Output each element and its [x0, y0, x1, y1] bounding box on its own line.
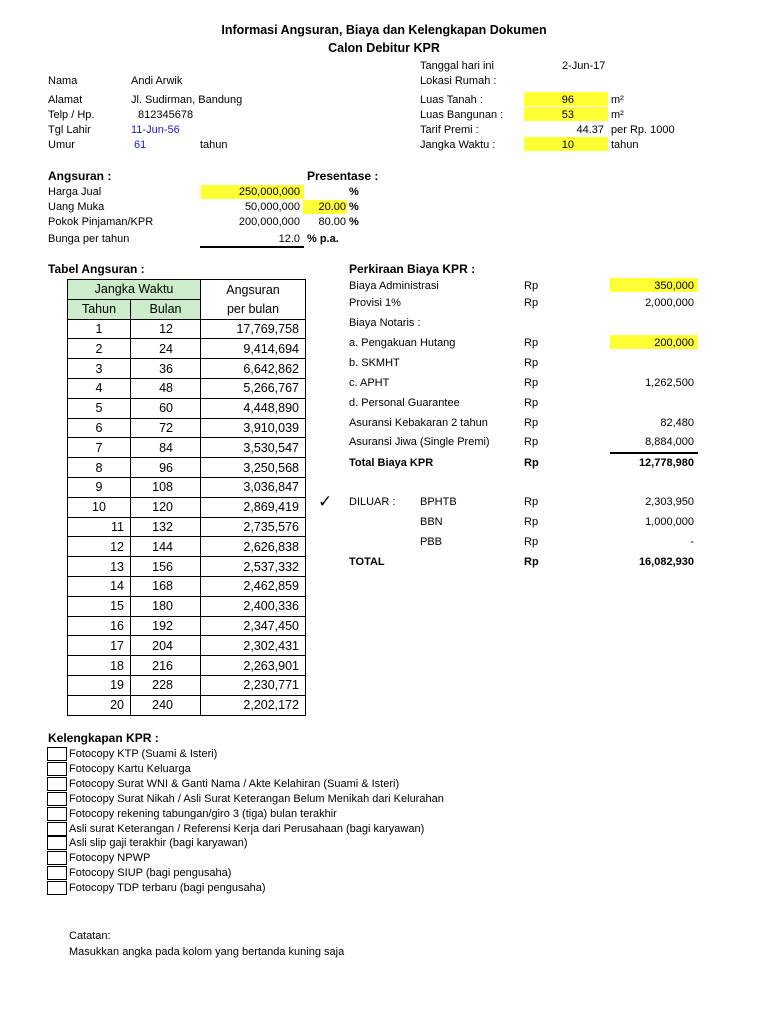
- tanggal-value: 2-Jun-17: [562, 60, 606, 72]
- table-row: [68, 477, 306, 497]
- uang-muka-pct-sign: %: [349, 201, 359, 213]
- table-row: [68, 438, 306, 458]
- checklist-checkbox[interactable]: [47, 836, 67, 850]
- biaya-item-value[interactable]: 200,000: [654, 337, 694, 349]
- cell-bulan: 168: [131, 576, 201, 596]
- cell-tahun: 6: [68, 418, 131, 438]
- bphtb-label: BPHTB: [420, 496, 457, 508]
- cell-bulan: 84: [131, 438, 201, 458]
- total-biaya-rp: Rp: [524, 457, 539, 469]
- catatan-label: Catatan:: [69, 930, 111, 942]
- luas-tanah-value[interactable]: 96: [561, 94, 574, 106]
- checklist-checkbox[interactable]: [47, 881, 67, 895]
- bphtb-rp: Rp: [524, 496, 539, 508]
- cell-angsuran: 2,462,859: [201, 576, 306, 596]
- cell-tahun: 15: [68, 596, 131, 616]
- diluar-label: DILUAR :: [349, 496, 396, 508]
- cell-bulan: 60: [131, 398, 201, 418]
- pbb-rp: Rp: [524, 536, 539, 548]
- col-bulan-header: Bulan: [131, 299, 201, 319]
- uang-muka-value: 50,000,000: [244, 201, 300, 213]
- cell-bulan: 12: [131, 319, 201, 339]
- checklist-item-label: Fotocopy Surat Nikah / Asli Surat Keterangan Belum Menikah dari Kelurahan: [69, 792, 444, 805]
- cell-angsuran: 2,347,450: [201, 616, 306, 636]
- tgl-lahir-label: Tgl Lahir: [48, 124, 91, 136]
- luas-bangunan-unit: m²: [611, 109, 624, 121]
- cell-tahun: 11: [68, 517, 131, 537]
- biaya-item-label: c. APHT: [349, 377, 390, 389]
- umur-label: Umur: [48, 139, 75, 151]
- cell-angsuran: 2,302,431: [201, 636, 306, 656]
- cell-angsuran: 9,414,694: [201, 339, 306, 359]
- cell-angsuran: 3,036,847: [201, 477, 306, 497]
- kelengkapan-header: Kelengkapan KPR :: [48, 731, 159, 745]
- total-value: 16,082,930: [638, 556, 694, 568]
- jangka-label: Jangka Waktu :: [420, 139, 496, 151]
- presentase-header: Presentase :: [307, 169, 379, 183]
- checklist-item-label: Fotocopy TDP terbaru (bagi pengusaha): [69, 882, 266, 895]
- cell-tahun: 4: [68, 378, 131, 398]
- cell-bulan: 132: [131, 517, 201, 537]
- cell-bulan: 144: [131, 537, 201, 557]
- biaya-item-rp: Rp: [524, 377, 539, 389]
- bunga-value[interactable]: 12.0: [278, 233, 300, 245]
- biaya-item-label: Asuransi Jiwa (Single Premi): [349, 436, 490, 448]
- biaya-header: Perkiraan Biaya KPR :: [349, 262, 476, 276]
- bunga-unit: % p.a.: [307, 233, 339, 245]
- jangka-unit: tahun: [611, 139, 639, 151]
- pokok-value: 200,000,000: [238, 216, 300, 228]
- bunga-label: Bunga per tahun: [48, 233, 130, 245]
- umur-value: 61: [134, 139, 147, 151]
- tarif-value: 44.37: [576, 124, 604, 136]
- tanggal-label: Tanggal hari ini: [420, 60, 494, 72]
- luas-bangunan-label: Luas Bangunan :: [420, 109, 504, 121]
- biaya-item-label: a. Pengakuan Hutang: [349, 337, 456, 349]
- cell-angsuran: 6,642,862: [201, 359, 306, 379]
- checklist-checkbox[interactable]: [47, 792, 67, 806]
- catatan-text: Masukkan angka pada kolom yang bertanda kuning saja: [69, 946, 345, 958]
- table-row: [68, 596, 306, 616]
- pokok-pct-sign: %: [349, 216, 359, 228]
- biaya-item-label: Biaya Notaris :: [349, 317, 421, 329]
- table-row: [68, 458, 306, 478]
- bphtb-value: 2,303,950: [645, 496, 694, 508]
- checklist-checkbox[interactable]: [47, 747, 67, 761]
- table-row: [68, 576, 306, 596]
- cell-angsuran: 2,735,576: [201, 517, 306, 537]
- checklist-item-label: Asli surat Keterangan / Referensi Kerja dari Perusahaan (bagi karyawan): [69, 822, 425, 835]
- cell-bulan: 96: [131, 458, 201, 478]
- checklist-checkbox[interactable]: [47, 762, 67, 776]
- bbn-value: 1,000,000: [645, 516, 694, 528]
- cell-bulan: 72: [131, 418, 201, 438]
- cell-tahun: 13: [68, 557, 131, 577]
- alamat-value[interactable]: Jl. Sudirman, Bandung: [131, 94, 243, 106]
- harga-jual-label: Harga Jual: [48, 186, 102, 198]
- cell-angsuran: 4,448,890: [201, 398, 306, 418]
- cell-bulan: 156: [131, 557, 201, 577]
- cell-angsuran: 2,400,336: [201, 596, 306, 616]
- cell-tahun: 3: [68, 359, 131, 379]
- check-icon: ✓: [318, 492, 333, 511]
- total-biaya-overline: [610, 452, 698, 454]
- luas-bangunan-value[interactable]: 53: [561, 109, 574, 121]
- harga-jual-value[interactable]: 250,000,000: [238, 186, 300, 198]
- cell-bulan: 108: [131, 477, 201, 497]
- cell-angsuran: 2,202,172: [201, 695, 306, 715]
- cell-tahun: 17: [68, 636, 131, 656]
- luas-tanah-label: Luas Tanah :: [420, 94, 483, 106]
- biaya-item-label: Provisi 1%: [349, 297, 401, 309]
- total-biaya-value: 12,778,980: [638, 457, 694, 469]
- table-row: [68, 636, 306, 656]
- col-angsuran-header: Angsuran: [201, 280, 306, 300]
- cell-tahun: 5: [68, 398, 131, 418]
- telp-value[interactable]: 812345678: [138, 109, 194, 121]
- biaya-item-value: 2,000,000: [645, 297, 694, 309]
- cell-tahun: 18: [68, 656, 131, 676]
- bunga-underline: [200, 246, 304, 248]
- biaya-item-value[interactable]: 350,000: [654, 280, 694, 292]
- angsuran-header: Angsuran :: [48, 169, 112, 183]
- tarif-label: Tarif Premi :: [420, 124, 479, 136]
- cell-bulan: 24: [131, 339, 201, 359]
- jangka-value[interactable]: 10: [561, 139, 574, 151]
- cell-bulan: 180: [131, 596, 201, 616]
- tabel-header: Tabel Angsuran :: [48, 262, 145, 276]
- checklist-item-label: Fotocopy rekening tabungan/giro 3 (tiga) bulan terakhir: [69, 807, 337, 820]
- table-row: [68, 675, 306, 695]
- biaya-item-value: 82,480: [660, 417, 694, 429]
- cell-tahun: 7: [68, 438, 131, 458]
- biaya-item-value: 8,884,000: [645, 436, 694, 448]
- checklist-item-label: Asli slip gaji terakhir (bagi karyawan): [69, 837, 248, 850]
- table-row: [68, 339, 306, 359]
- biaya-item-rp: Rp: [524, 436, 539, 448]
- table-row: [68, 359, 306, 379]
- cell-angsuran: 17,769,758: [201, 319, 306, 339]
- cell-angsuran: 2,537,332: [201, 557, 306, 577]
- pokok-pct: 80.00: [318, 216, 346, 228]
- alamat-label: Alamat: [48, 94, 83, 106]
- cell-tahun: 16: [68, 616, 131, 636]
- table-row: [68, 616, 306, 636]
- biaya-item-rp: Rp: [524, 357, 539, 369]
- cell-angsuran: 2,869,419: [201, 497, 306, 517]
- cell-angsuran: 3,530,547: [201, 438, 306, 458]
- pbb-label: PBB: [420, 536, 443, 548]
- col-tahun-header: Tahun: [68, 299, 131, 319]
- total-biaya-label: Total Biaya KPR: [349, 457, 434, 469]
- biaya-item-rp: Rp: [524, 417, 539, 429]
- umur-unit: tahun: [200, 139, 228, 151]
- bbn-label: BBN: [420, 516, 443, 528]
- cell-bulan: 192: [131, 616, 201, 636]
- checklist-item-label: Fotocopy Surat WNI & Ganti Nama / Akte Kelahiran (Suami & Isteri): [69, 777, 400, 790]
- total-label: TOTAL: [349, 556, 385, 568]
- harga-jual-pct-sign: %: [349, 186, 359, 198]
- nama-value[interactable]: Andi Arwik: [131, 75, 183, 87]
- cell-angsuran: 3,910,039: [201, 418, 306, 438]
- checklist-checkbox[interactable]: [47, 822, 67, 836]
- biaya-item-label: Asuransi Kebakaran 2 tahun: [349, 417, 488, 429]
- pokok-label: Pokok Pinjaman/KPR: [48, 216, 154, 228]
- table-row: [68, 398, 306, 418]
- luas-tanah-unit: m²: [611, 94, 624, 106]
- cell-tahun: 14: [68, 576, 131, 596]
- table-row: [68, 497, 306, 517]
- checklist-item-label: Fotocopy Kartu Keluarga: [69, 762, 191, 775]
- table-row: [68, 418, 306, 438]
- uang-muka-pct[interactable]: 20.00: [318, 201, 346, 213]
- biaya-item-rp: Rp: [524, 397, 539, 409]
- bbn-rp: Rp: [524, 516, 539, 528]
- cell-bulan: 240: [131, 695, 201, 715]
- cell-tahun: 9: [68, 477, 131, 497]
- page-title: Informasi Angsuran, Biaya dan Kelengkapan Dokumen: [221, 23, 547, 37]
- biaya-item-label: Biaya Administrasi: [349, 280, 439, 292]
- cell-bulan: 120: [131, 497, 201, 517]
- tarif-unit: per Rp. 1000: [611, 124, 675, 136]
- cell-bulan: 228: [131, 675, 201, 695]
- lokasi-label: Lokasi Rumah :: [420, 75, 497, 87]
- table-row: [68, 537, 306, 557]
- biaya-item-label: d. Personal Guarantee: [349, 397, 460, 409]
- biaya-item-value: 1,262,500: [645, 377, 694, 389]
- cell-tahun: 20: [68, 695, 131, 715]
- checklist-checkbox[interactable]: [47, 807, 67, 821]
- table-row: [68, 695, 306, 715]
- nama-label: Nama: [48, 75, 78, 87]
- checklist-checkbox[interactable]: [47, 866, 67, 880]
- col-jangka-header: Jangka Waktu: [68, 280, 201, 300]
- cell-tahun: 8: [68, 458, 131, 478]
- cell-angsuran: 3,250,568: [201, 458, 306, 478]
- cell-tahun: 10: [68, 497, 131, 517]
- checklist-item-label: Fotocopy NPWP: [69, 852, 151, 865]
- pbb-value: -: [690, 536, 694, 548]
- cell-tahun: 12: [68, 537, 131, 557]
- biaya-item-rp: Rp: [524, 297, 539, 309]
- total-rp: Rp: [524, 556, 539, 568]
- biaya-item-label: b. SKMHT: [349, 357, 400, 369]
- col-per-bulan-header: per bulan: [201, 299, 306, 319]
- angsuran-table: [67, 279, 306, 716]
- table-row: [68, 656, 306, 676]
- tgl-lahir-value[interactable]: 11-Jun-56: [131, 124, 180, 136]
- cell-bulan: 36: [131, 359, 201, 379]
- checklist-checkbox[interactable]: [47, 851, 67, 865]
- cell-tahun: 19: [68, 675, 131, 695]
- page-subtitle: Calon Debitur KPR: [328, 41, 440, 55]
- cell-angsuran: 2,230,771: [201, 675, 306, 695]
- table-row: [68, 557, 306, 577]
- uang-muka-label: Uang Muka: [48, 201, 105, 213]
- checklist-checkbox[interactable]: [47, 777, 67, 791]
- cell-bulan: 48: [131, 378, 201, 398]
- checklist-item-label: Fotocopy SIUP (bagi pengusaha): [69, 867, 232, 880]
- cell-bulan: 216: [131, 656, 201, 676]
- cell-tahun: 2: [68, 339, 131, 359]
- cell-tahun: 1: [68, 319, 131, 339]
- telp-label: Telp / Hp.: [48, 109, 95, 121]
- table-row: [68, 517, 306, 537]
- table-row: [68, 319, 306, 339]
- cell-angsuran: 2,626,838: [201, 537, 306, 557]
- cell-bulan: 204: [131, 636, 201, 656]
- biaya-item-rp: Rp: [524, 280, 539, 292]
- checklist-item-label: Fotocopy KTP (Suami & Isteri): [69, 748, 218, 760]
- table-row: [68, 378, 306, 398]
- biaya-item-rp: Rp: [524, 337, 539, 349]
- cell-angsuran: 2,263,901: [201, 656, 306, 676]
- cell-angsuran: 5,266,767: [201, 378, 306, 398]
